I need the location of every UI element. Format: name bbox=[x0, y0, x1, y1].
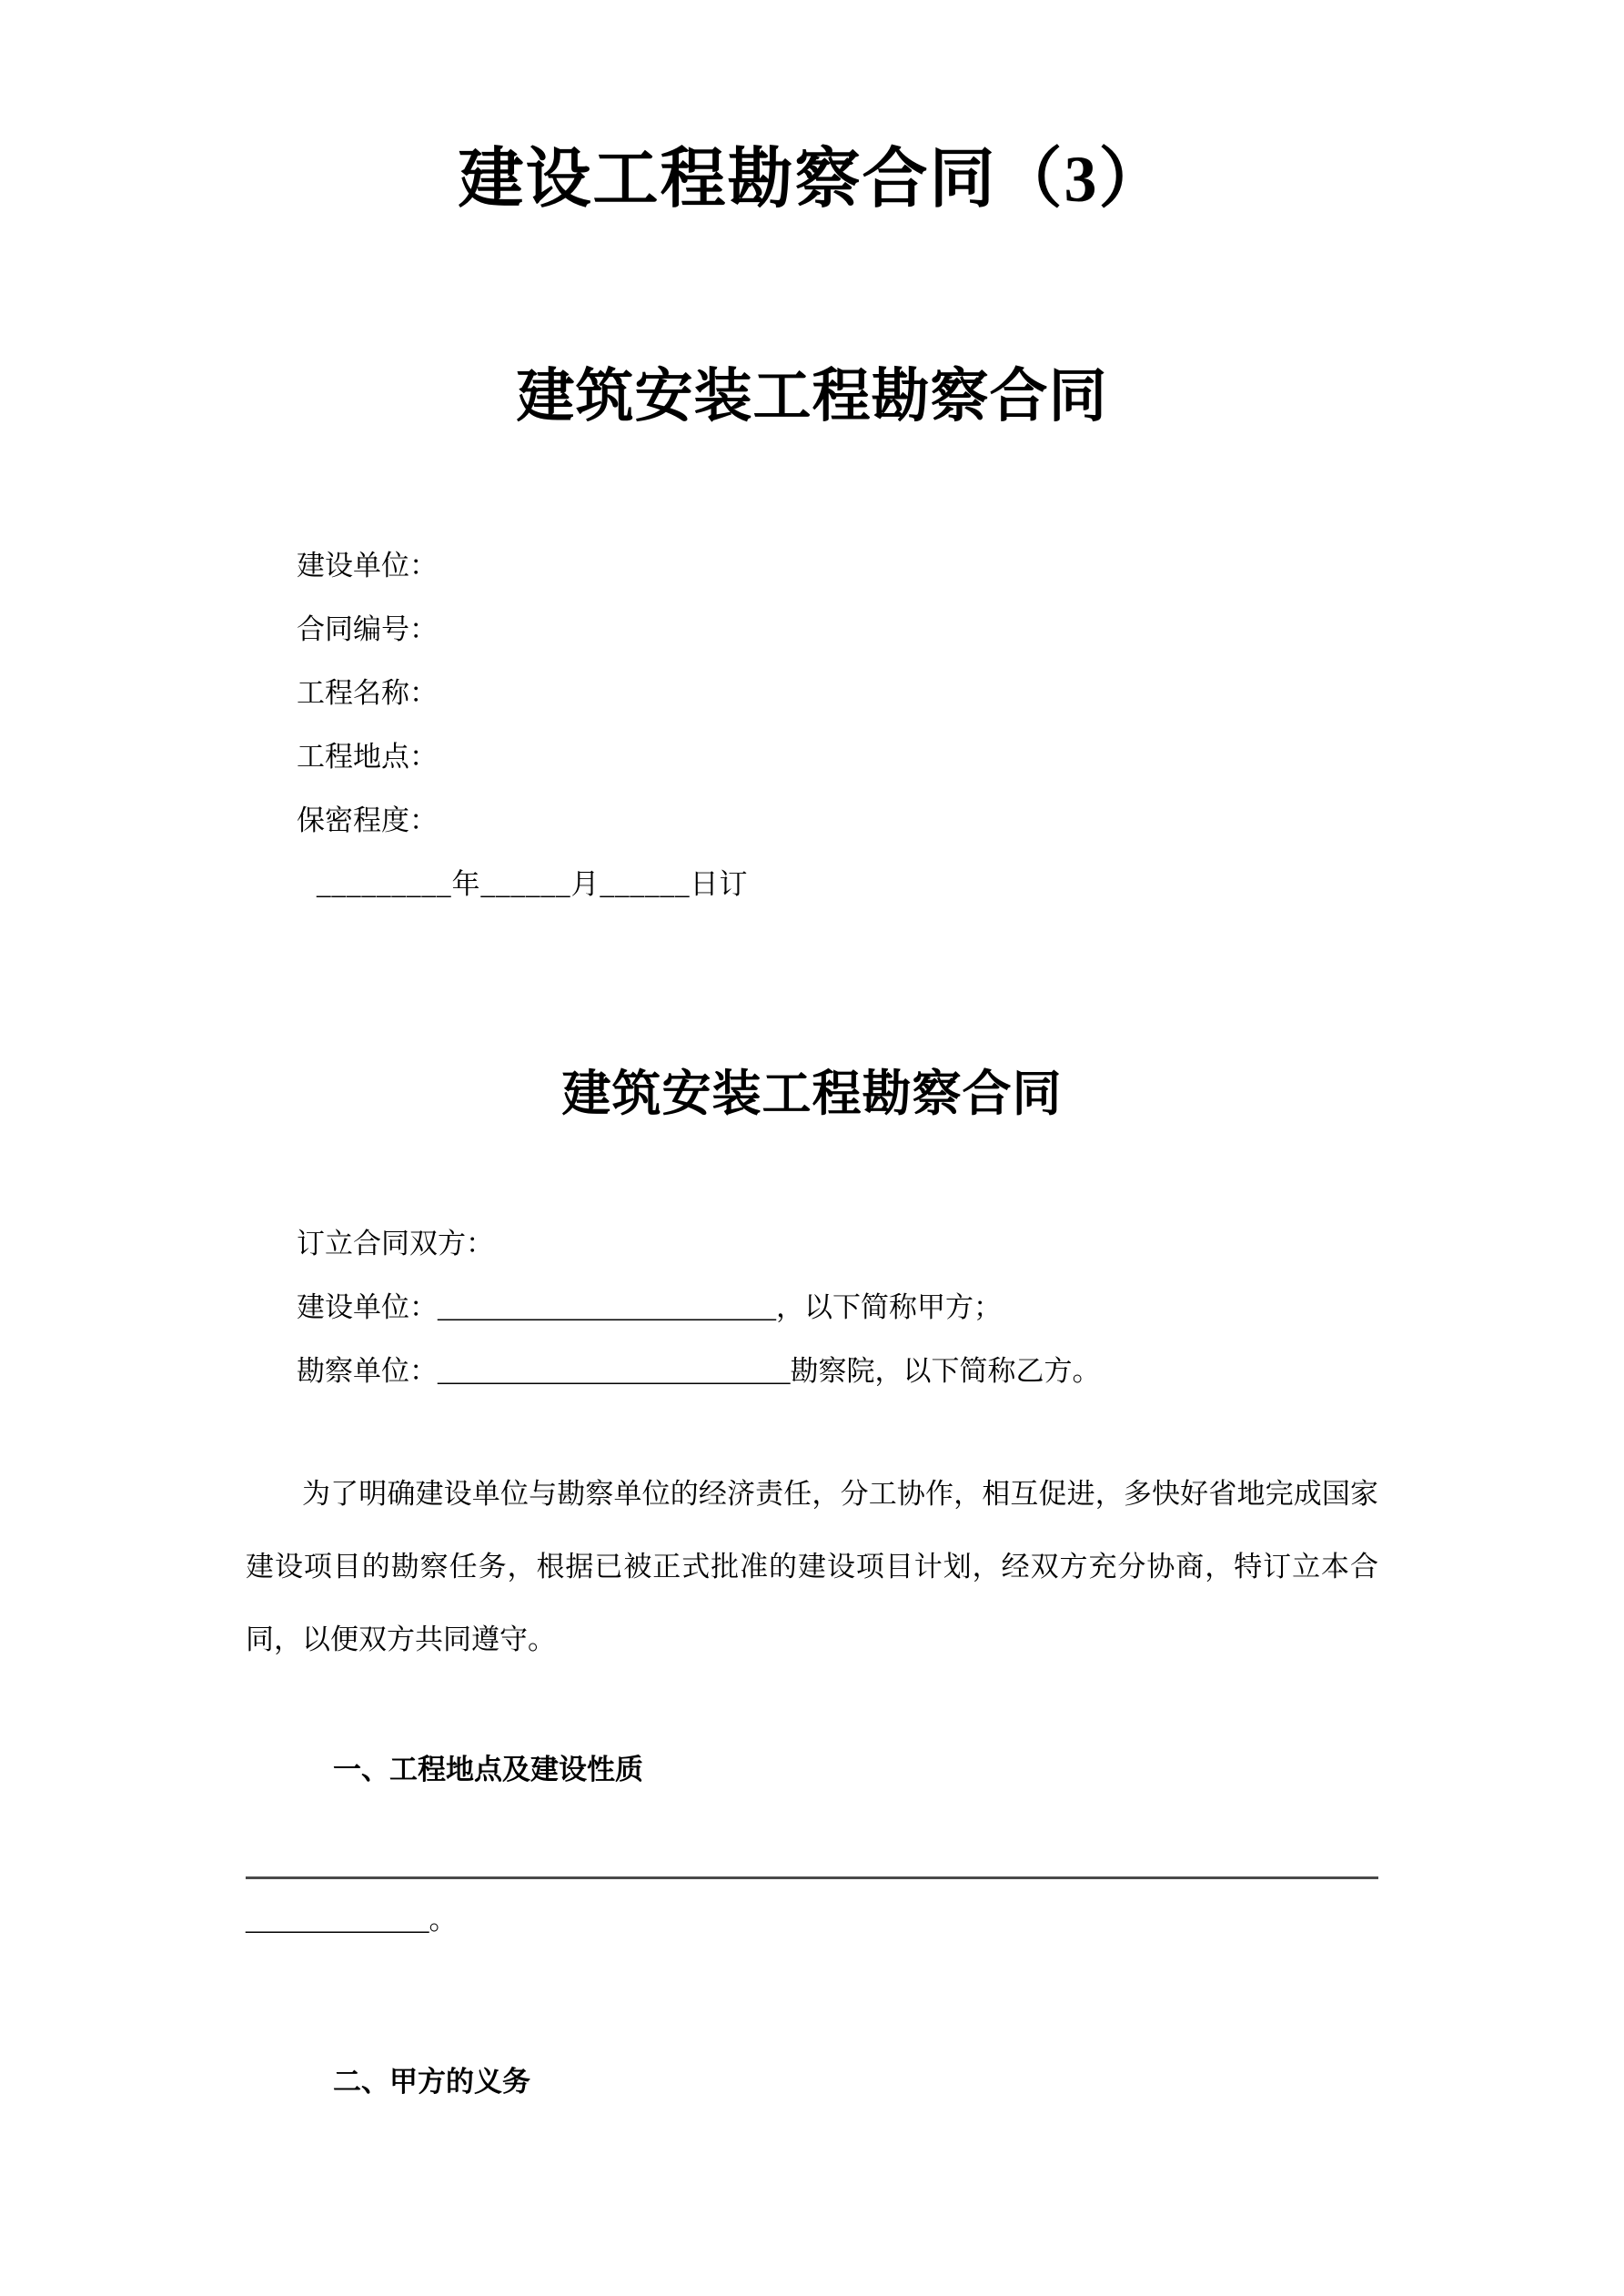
party-a-blank: ________________________ bbox=[438, 1291, 776, 1323]
fill-in-blank-tail: _____________。 bbox=[246, 1904, 458, 1936]
field-project-location: 工程地点： bbox=[297, 741, 438, 773]
party-a-suffix: ，以下简称甲方； bbox=[776, 1291, 1002, 1323]
signing-date-line: _________年______月______日订 bbox=[317, 868, 749, 900]
parties-intro: 订立合同双方： bbox=[297, 1228, 494, 1259]
party-a-label: 建设单位： bbox=[297, 1291, 438, 1323]
field-confidentiality-level: 保密程度： bbox=[297, 804, 438, 836]
party-b-blank: _________________________ bbox=[438, 1355, 791, 1387]
section-1-heading: 一、工程地点及建设性质 bbox=[333, 1754, 643, 1785]
section-2-heading: 二、甲方的义务 bbox=[333, 2066, 530, 2098]
contract-cover-title: 建筑安装工程勘察合同 bbox=[516, 364, 1108, 429]
field-contract-number: 合同编号： bbox=[297, 613, 438, 645]
contract-body-title: 建筑安装工程勘察合同 bbox=[561, 1067, 1063, 1121]
party-a-line bbox=[297, 1276, 1378, 1340]
preamble-paragraph: 为了明确建设单位与勘察单位的经济责任，分工协作，相互促进，多快好省地完成国家建设项目的勘察任务，根据已被正式批准的建设项目计划，经双方充分协商，特订立本合同，以便双方共同遵守。 bbox=[246, 1478, 1378, 1655]
cover-fields-block bbox=[297, 534, 1378, 916]
document-title: 建设工程勘察合同（3） bbox=[458, 143, 1166, 216]
fill-in-blank-line bbox=[246, 1876, 1378, 1879]
party-b-line bbox=[297, 1340, 1378, 1403]
field-project-name: 工程名称： bbox=[297, 677, 438, 709]
party-b-label: 勘察单位： bbox=[297, 1355, 438, 1387]
parties-block bbox=[297, 1212, 1378, 1403]
party-b-suffix: 勘察院，以下简称乙方。 bbox=[790, 1355, 1101, 1387]
field-construction-unit: 建设单位： bbox=[297, 550, 438, 582]
